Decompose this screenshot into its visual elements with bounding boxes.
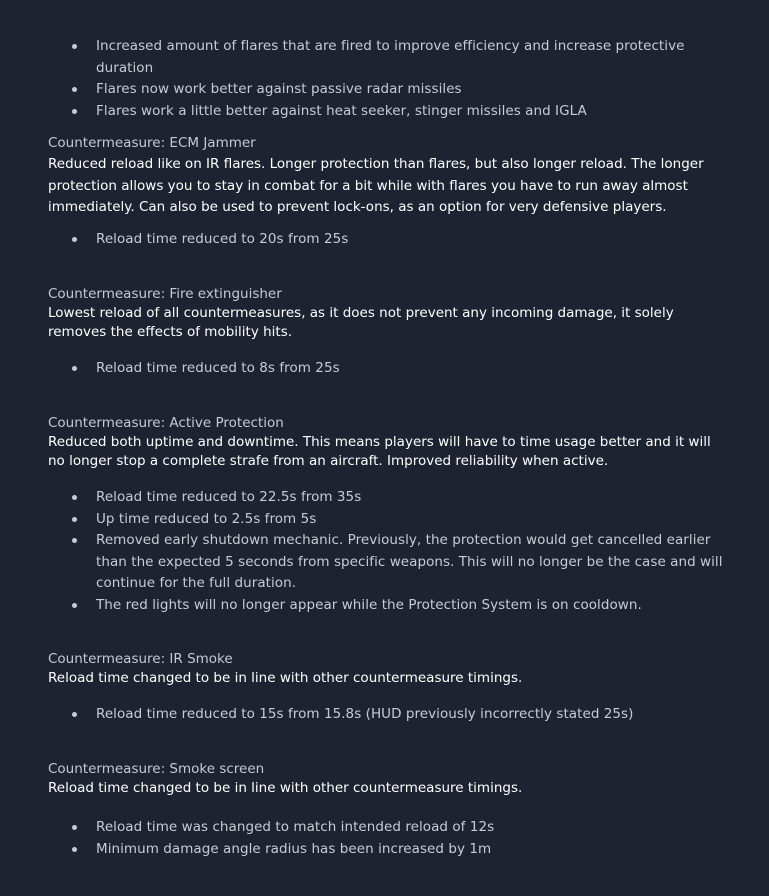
section-heading-active-protection: Countermeasure: Active Protection	[48, 415, 284, 431]
section-heading-smoke-screen: Countermeasure: Smoke screen	[48, 761, 265, 777]
section-heading-ecm-jammer: Countermeasure: ECM Jammer	[48, 135, 256, 151]
list-item: Removed early shutdown mechanic. Previously, the protection would get cancelled earlier than the expected 5 seconds from specific weapons. This will no longer be the case and will continue for the full duration.	[96, 530, 726, 595]
section-heading-ir-smoke: Countermeasure: IR Smoke	[48, 651, 233, 667]
active-protection-bullet-list	[96, 487, 726, 616]
fire-extinguisher-bullet-list	[96, 358, 726, 380]
ir-smoke-bullet-list	[96, 704, 726, 726]
section-description-active-protection: Reduced both uptime and downtime. This means players will have to time usage better and it will no longer stop a complete strafe from an aircraft. Improved reliability when active.	[48, 434, 711, 469]
list-item: Reload time reduced to 20s from 25s	[96, 229, 726, 251]
intro-bullet-list	[96, 36, 726, 122]
section-description-smoke-screen: Reload time changed to be in line with other countermeasure timings.	[48, 780, 523, 796]
list-item: Reload time reduced to 15s from 15.8s (HUD previously incorrectly stated 25s)	[96, 704, 726, 726]
list-item: Reload time was changed to match intended reload of 12s	[96, 817, 726, 839]
list-item: Flares work a little better against heat seeker, stinger missiles and IGLA	[96, 101, 726, 123]
list-item: Up time reduced to 2.5s from 5s	[96, 509, 726, 531]
ecm-jammer-bullet-list	[96, 229, 726, 251]
section-heading-fire-extinguisher: Countermeasure: Fire extinguisher	[48, 286, 282, 302]
section-description-ir-smoke: Reload time changed to be in line with other countermeasure timings.	[48, 670, 523, 686]
section-description-fire-extinguisher: Lowest reload of all countermeasures, as it does not prevent any incoming damage, it solely removes the effects of mobility hits.	[48, 305, 674, 340]
list-item: The red lights will no longer appear while the Protection System is on cooldown.	[96, 595, 726, 617]
list-item: Reload time reduced to 22.5s from 35s	[96, 487, 726, 509]
list-item: Reload time reduced to 8s from 25s	[96, 358, 726, 380]
list-item: Minimum damage angle radius has been increased by 1m	[96, 839, 726, 861]
section-description-ecm-jammer: Reduced reload like on IR flares. Longer protection than flares, but also longer reload. The longer protection allows you to stay in combat for a bit while with flares you have to run away almost immediately. Can also be used to prevent lock-ons, as an option for very defensive players.	[48, 156, 704, 215]
list-item: Flares now work better against passive radar missiles	[96, 79, 726, 101]
list-item: Increased amount of flares that are fired to improve efficiency and increase protective duration	[96, 36, 726, 79]
smoke-screen-bullet-list	[96, 817, 726, 860]
